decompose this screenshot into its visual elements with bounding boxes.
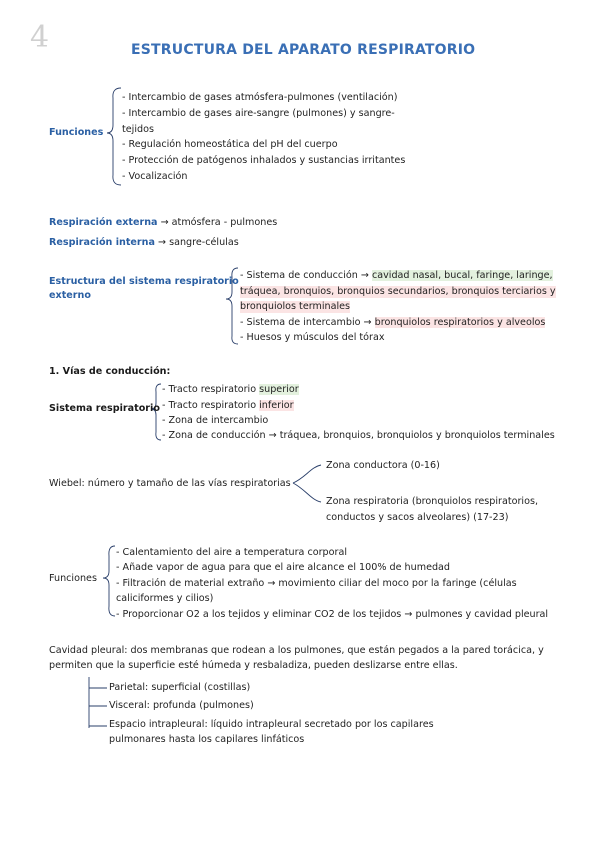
inferior-highlight: inferior [259, 400, 294, 411]
funciones2-item: caliciformes y cilios) [116, 593, 214, 604]
tracto-prefix: - Tracto respiratorio [162, 400, 257, 411]
funciones-item: - Regulación homeostática del pH del cuerpo [122, 139, 338, 150]
funciones2-item: - Añade vapor de agua para que el aire alcance el 100% de humedad [116, 562, 451, 573]
funciones-item: tejidos [122, 124, 154, 135]
conduccion-prefix: - Sistema de conducción → [240, 270, 369, 281]
espacio-intrapleural: Espacio intrapleural: líquido intrapleural secretado por los capilares [109, 719, 434, 730]
tracto-prefix: - Tracto respiratorio [162, 384, 257, 395]
respiracion-externa-label: Respiración externa [49, 217, 158, 228]
wiebel-label: Wiebel: número y tamaño de las vías respiratorias [49, 478, 291, 489]
huesos-line: - Huesos y músculos del tórax [240, 332, 385, 343]
pleural-line-2: permiten que la superficie esté húmeda y resbaladiza, pueden deslizarse entre ellas. [49, 660, 458, 671]
intercambio-prefix: - Sistema de intercambio → [240, 317, 372, 328]
tracto-superior [162, 384, 299, 396]
funciones-item: - Protección de patógenos inhalados y sustancias irritantes [122, 155, 406, 166]
page-number: 4 [30, 20, 50, 55]
vias-heading: 1. Vías de conducción: [49, 366, 171, 377]
sistema-label: Sistema respiratorio [49, 403, 160, 414]
funciones-item: - Intercambio de gases aire-sangre (pulmones) y sangre- [122, 108, 395, 119]
conduccion-line-2: tráquea, bronquios, bronquios secundarios, bronquios terciarios y [240, 286, 556, 297]
funciones-label: Funciones [49, 127, 104, 138]
zona-respiratoria: Zona respiratoria (bronquiolos respiratorios, [326, 496, 539, 507]
estructura-label-2: externo [49, 290, 91, 301]
visceral: Visceral: profunda (pulmones) [109, 700, 254, 711]
parietal: Parietal: superficial (costillas) [109, 682, 251, 693]
zona-intercambio: - Zona de intercambio [162, 415, 269, 426]
superior-highlight: superior [259, 384, 299, 395]
funciones2-item: - Calentamiento del aire a temperatura corporal [116, 547, 347, 558]
tracto-inferior [162, 400, 294, 412]
intercambio-line [240, 317, 545, 329]
wiebel-connector-bottom [293, 483, 321, 502]
page-title: ESTRUCTURA DEL APARATO RESPIRATORIO [131, 42, 476, 58]
funciones2-label: Funciones [49, 573, 97, 584]
conduccion-line-3: bronquiolos terminales [240, 301, 351, 312]
respiracion-externa-text: → atmósfera - pulmones [160, 217, 278, 228]
conduccion-line [240, 270, 553, 282]
wiebel-connector-top [293, 465, 321, 483]
respiracion-interna-text: → sangre-células [158, 237, 239, 248]
funciones2-item: - Filtración de material extraño → movimiento ciliar del moco por la faringe (células [116, 578, 517, 589]
funciones-item: - Vocalización [122, 171, 188, 182]
funciones-item: - Intercambio de gases atmósfera-pulmones (ventilación) [122, 92, 398, 103]
zona-respiratoria-2: conductos y sacos alveolares) (17-23) [326, 512, 509, 523]
funciones2-item: - Proporcionar O2 a los tejidos y eliminar CO2 de los tejidos → pulmones y cavidad pleural [116, 609, 549, 620]
respiracion-externa [49, 217, 277, 229]
respiracion-interna-label: Respiración interna [49, 237, 155, 248]
conduccion-highlight: cavidad nasal, bucal, faringe, laringe, [371, 270, 553, 281]
intercambio-highlight: bronquiolos respiratorios y alveolos [374, 317, 546, 328]
zona-conductora: Zona conductora (0-16) [326, 460, 440, 471]
espacio-intrapleural-2: pulmonares hasta los capilares linfáticos [109, 734, 305, 745]
zona-conduccion: - Zona de conducción → tráquea, bronquios, bronquiolos y bronquiolos terminales [162, 430, 555, 441]
respiracion-interna [49, 237, 239, 249]
pleural-line: Cavidad pleural: dos membranas que rodean a los pulmones, que están pegados a la pared torácica, y [49, 645, 544, 656]
estructura-label: Estructura del sistema respiratorio [49, 276, 239, 287]
funciones2-bracket [103, 546, 115, 616]
pleural-tree [89, 677, 107, 728]
funciones-bracket [107, 88, 121, 185]
